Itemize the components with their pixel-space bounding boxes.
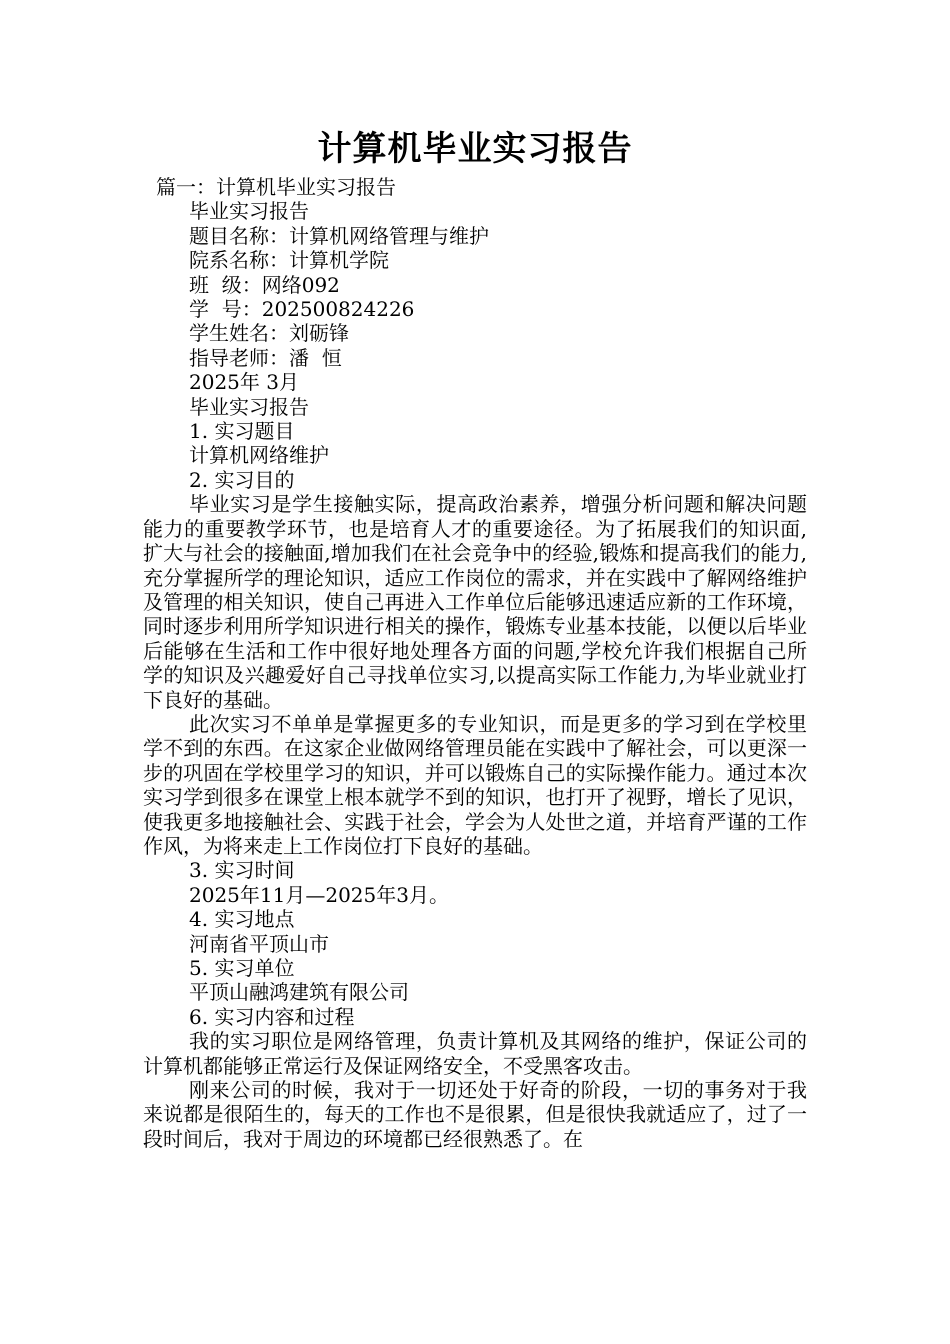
section-text: 计算机网络维护 xyxy=(189,443,329,468)
section-heading: 4. 实习地点 xyxy=(189,907,295,932)
section-heading: 6. 实习内容和过程 xyxy=(189,1004,355,1029)
cover-line: 2025年 3月 xyxy=(189,370,299,395)
section-heading: 5. 实习单位 xyxy=(189,956,295,980)
section-text: 河南省平顶山市 xyxy=(189,931,329,956)
cover-line: 班 级：网络092 xyxy=(189,272,340,297)
cover-line: 指导老师：潘 恒 xyxy=(189,345,342,370)
document-body xyxy=(143,175,807,1151)
section-text: 2025年11月—2025年3月。 xyxy=(189,882,449,907)
section-heading: 2. 实习目的 xyxy=(189,467,295,492)
paragraph: 此次实习不单单是掌握更多的专业知识，而是更多的学习到在学校里学不到的东西。在这家企业做网络管理员能在实践中了解社会，可以更深一步的巩固在学校里学习的知识，并可以锻炼自己的实际操作能力。通过本次实习学到很多在课堂上根本就学不到的知识，也打开了视野，增长了见识，使我更多地接触社会、实践于社会，学会为人处世之道，并培育严谨的工作作风，为将来走上工作岗位打下良好的基础。 xyxy=(143,711,807,858)
section-text: 平顶山融鸿建筑有限公司 xyxy=(189,980,409,1005)
paragraph: 我的实习职位是网络管理，负责计算机及其网络的维护，保证公司的计算机都能够正常运行及保证网络安全，不受黑客攻击。 xyxy=(143,1029,807,1078)
document-title: 计算机毕业实习报告 xyxy=(317,129,633,169)
cover-line: 学 号：202500824226 xyxy=(189,297,415,322)
section-heading: 3. 实习时间 xyxy=(189,858,295,883)
section-heading: 1. 实习题目 xyxy=(189,419,295,444)
cover-line: 题目名称：计算机网络管理与维护 xyxy=(189,223,489,248)
paragraph: 毕业实习是学生接触实际，提高政治素养，增强分析问题和解决问题能力的重要教学环节，也是培育人才的重要途径。为了拓展我们的知识面,扩大与社会的接触面,增加我们在社会竞争中的经验,锻炼和提高我们的能力,充分掌握所学的理论知识，适应工作岗位的需求，并在实践中了解网络维护及管理的相关知识，使自己再进入工作单位后能够迅速适应新的工作环境，同时逐步利用所学知识进行相关的操作，锻炼专业基本技能，以便以后毕业后能够在生活和工作中很好地处理各方面的问题,学校允许我们根据自己所学的知识及兴趣爱好自己寻找单位实习,以提高实际工作能力,为毕业就业打下良好的基础。 xyxy=(143,492,807,712)
chapter-heading: 篇一：计算机毕业实习报告 xyxy=(156,175,396,199)
paragraph: 刚来公司的时候，我对于一切还处于好奇的阶段，一切的事务对于我来说都是很陌生的，每天的工作也不是很累，但是很快我就适应了，过了一段时间后，我对于周边的环境都已经很熟悉了。在 xyxy=(143,1078,807,1151)
cover-line: 毕业实习报告 xyxy=(189,199,309,224)
cover-line: 毕业实习报告 xyxy=(189,394,309,419)
cover-line: 学生姓名：刘砺锋 xyxy=(189,321,349,346)
cover-line: 院系名称：计算机学院 xyxy=(189,248,389,273)
